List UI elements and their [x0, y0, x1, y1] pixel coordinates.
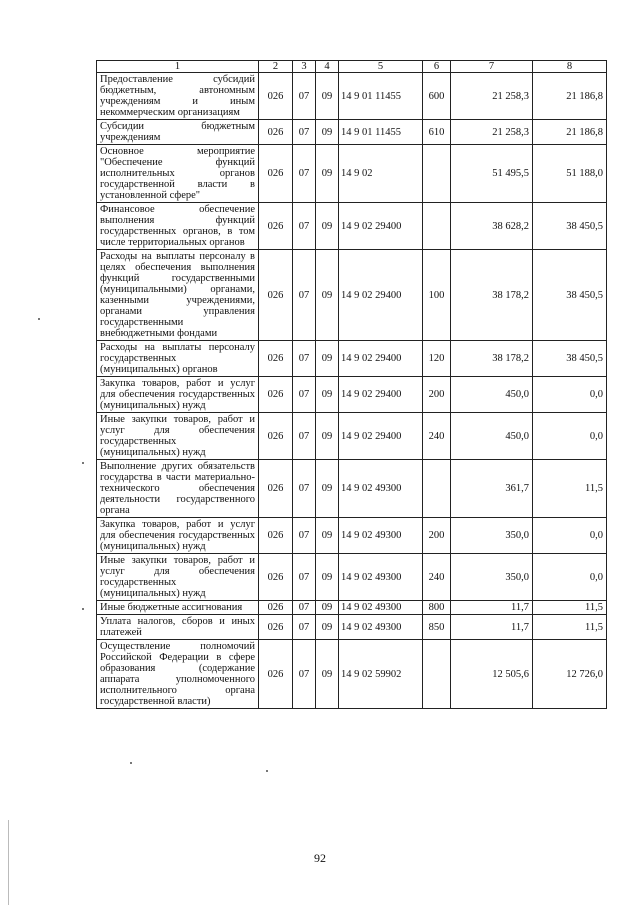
target-article-cell: 14 9 01 11455	[339, 120, 423, 145]
section-cell: 07	[293, 413, 316, 460]
scan-margin-line	[8, 820, 9, 905]
scan-speck	[130, 762, 132, 764]
expense-type-cell	[423, 145, 451, 203]
amount-year1-cell: 38 628,2	[451, 203, 533, 250]
subsection-cell: 09	[316, 413, 339, 460]
target-article-cell: 14 9 02 29400	[339, 341, 423, 377]
subsection-cell: 09	[316, 73, 339, 120]
expense-type-cell: 610	[423, 120, 451, 145]
amount-year2-cell: 11,5	[533, 615, 607, 640]
amount-year1-cell: 350,0	[451, 518, 533, 554]
column-number-header: 3	[293, 61, 316, 73]
expense-type-cell	[423, 640, 451, 709]
target-article-cell: 14 9 02 49300	[339, 601, 423, 615]
item-name-cell: Иные бюджетные ассигнования	[97, 601, 259, 615]
ministry-code-cell: 026	[259, 615, 293, 640]
amount-year2-cell: 51 188,0	[533, 145, 607, 203]
subsection-cell: 09	[316, 341, 339, 377]
amount-year2-cell: 21 186,8	[533, 120, 607, 145]
target-article-cell: 14 9 02 49300	[339, 460, 423, 518]
section-cell: 07	[293, 615, 316, 640]
expense-type-cell: 850	[423, 615, 451, 640]
expense-type-cell: 200	[423, 377, 451, 413]
amount-year2-cell: 38 450,5	[533, 203, 607, 250]
subsection-cell: 09	[316, 120, 339, 145]
ministry-code-cell: 026	[259, 377, 293, 413]
target-article-cell: 14 9 02 29400	[339, 377, 423, 413]
amount-year1-cell: 11,7	[451, 601, 533, 615]
table-row	[97, 554, 607, 601]
expense-type-cell	[423, 460, 451, 518]
item-name-cell: Финансовое обеспечение выполнения функций государственных органов, в том числе территориальных органов	[97, 203, 259, 250]
column-number-header: 2	[259, 61, 293, 73]
amount-year1-cell: 361,7	[451, 460, 533, 518]
column-number-header: 1	[97, 61, 259, 73]
target-article-cell: 14 9 02 29400	[339, 250, 423, 341]
table-row	[97, 615, 607, 640]
ministry-code-cell: 026	[259, 554, 293, 601]
amount-year2-cell: 0,0	[533, 554, 607, 601]
target-article-cell: 14 9 02	[339, 145, 423, 203]
table-row	[97, 145, 607, 203]
amount-year2-cell: 0,0	[533, 518, 607, 554]
amount-year2-cell: 38 450,5	[533, 341, 607, 377]
amount-year2-cell: 21 186,8	[533, 73, 607, 120]
subsection-cell: 09	[316, 203, 339, 250]
item-name-cell: Расходы на выплаты персоналу в целях обеспечения выполнения функций государственными (муниципальными) органами, казенными учреждениями, органами управления государственными внебюджетными фондами	[97, 250, 259, 341]
table-row	[97, 640, 607, 709]
target-article-cell: 14 9 02 49300	[339, 615, 423, 640]
expense-type-cell: 240	[423, 413, 451, 460]
table-row	[97, 341, 607, 377]
target-article-cell: 14 9 02 29400	[339, 203, 423, 250]
amount-year2-cell: 11,5	[533, 601, 607, 615]
amount-year1-cell: 38 178,2	[451, 250, 533, 341]
amount-year1-cell: 450,0	[451, 377, 533, 413]
expense-type-cell: 240	[423, 554, 451, 601]
scan-speck	[82, 462, 84, 464]
subsection-cell: 09	[316, 250, 339, 341]
subsection-cell: 09	[316, 518, 339, 554]
table-row	[97, 518, 607, 554]
target-article-cell: 14 9 02 49300	[339, 554, 423, 601]
scan-speck	[38, 318, 40, 320]
target-article-cell: 14 9 01 11455	[339, 73, 423, 120]
table-row	[97, 203, 607, 250]
amount-year2-cell: 0,0	[533, 413, 607, 460]
column-number-header: 6	[423, 61, 451, 73]
item-name-cell: Закупка товаров, работ и услуг для обеспечения государственных (муниципальных) нужд	[97, 377, 259, 413]
expense-type-cell: 120	[423, 341, 451, 377]
amount-year1-cell: 51 495,5	[451, 145, 533, 203]
table-header-row	[97, 61, 607, 73]
expense-type-cell: 100	[423, 250, 451, 341]
item-name-cell: Закупка товаров, работ и услуг для обеспечения государственных (муниципальных) нужд	[97, 518, 259, 554]
table-row	[97, 460, 607, 518]
amount-year2-cell: 12 726,0	[533, 640, 607, 709]
column-number-header: 4	[316, 61, 339, 73]
section-cell: 07	[293, 640, 316, 709]
target-article-cell: 14 9 02 59902	[339, 640, 423, 709]
item-name-cell: Основное мероприятие "Обеспечение функций исполнительных органов государственной власти в установленной сфере"	[97, 145, 259, 203]
column-number-header: 8	[533, 61, 607, 73]
section-cell: 07	[293, 73, 316, 120]
item-name-cell: Осуществление полномочий Российской Федерации в сфере образования (содержание аппарата уполномоченного исполнительного органа государственной власти)	[97, 640, 259, 709]
table-row	[97, 73, 607, 120]
ministry-code-cell: 026	[259, 145, 293, 203]
item-name-cell: Иные закупки товаров, работ и услуг для обеспечения государственных (муниципальных) нужд	[97, 554, 259, 601]
amount-year1-cell: 21 258,3	[451, 73, 533, 120]
ministry-code-cell: 026	[259, 341, 293, 377]
ministry-code-cell: 026	[259, 460, 293, 518]
expense-type-cell	[423, 203, 451, 250]
subsection-cell: 09	[316, 460, 339, 518]
amount-year2-cell: 38 450,5	[533, 250, 607, 341]
section-cell: 07	[293, 601, 316, 615]
table-row	[97, 601, 607, 615]
section-cell: 07	[293, 145, 316, 203]
amount-year2-cell: 0,0	[533, 377, 607, 413]
column-number-header: 7	[451, 61, 533, 73]
amount-year2-cell: 11,5	[533, 460, 607, 518]
amount-year1-cell: 38 178,2	[451, 341, 533, 377]
expense-type-cell: 600	[423, 73, 451, 120]
target-article-cell: 14 9 02 49300	[339, 518, 423, 554]
ministry-code-cell: 026	[259, 601, 293, 615]
subsection-cell: 09	[316, 554, 339, 601]
ministry-code-cell: 026	[259, 640, 293, 709]
amount-year1-cell: 21 258,3	[451, 120, 533, 145]
subsection-cell: 09	[316, 377, 339, 413]
table-row	[97, 377, 607, 413]
amount-year1-cell: 12 505,6	[451, 640, 533, 709]
item-name-cell: Уплата налогов, сборов и иных платежей	[97, 615, 259, 640]
item-name-cell: Иные закупки товаров, работ и услуг для обеспечения государственных (муниципальных) нужд	[97, 413, 259, 460]
section-cell: 07	[293, 120, 316, 145]
subsection-cell: 09	[316, 615, 339, 640]
item-name-cell: Выполнение других обязательств государства в части материально-технического обеспечения деятельности государственного органа	[97, 460, 259, 518]
page-number: 92	[314, 851, 326, 865]
section-cell: 07	[293, 250, 316, 341]
scan-speck	[82, 608, 84, 610]
column-number-header: 5	[339, 61, 423, 73]
scan-speck	[266, 770, 268, 772]
ministry-code-cell: 026	[259, 413, 293, 460]
budget-table	[96, 60, 607, 709]
section-cell: 07	[293, 341, 316, 377]
section-cell: 07	[293, 518, 316, 554]
section-cell: 07	[293, 203, 316, 250]
section-cell: 07	[293, 554, 316, 601]
ministry-code-cell: 026	[259, 250, 293, 341]
table-row	[97, 250, 607, 341]
item-name-cell: Субсидии бюджетным учреждениям	[97, 120, 259, 145]
item-name-cell: Предоставление субсидий бюджетным, автономным учреждениям и иным некоммерческим организациям	[97, 73, 259, 120]
item-name-cell: Расходы на выплаты персоналу государственных (муниципальных) органов	[97, 341, 259, 377]
subsection-cell: 09	[316, 145, 339, 203]
ministry-code-cell: 026	[259, 73, 293, 120]
table-row	[97, 413, 607, 460]
expense-type-cell: 800	[423, 601, 451, 615]
subsection-cell: 09	[316, 640, 339, 709]
section-cell: 07	[293, 460, 316, 518]
ministry-code-cell: 026	[259, 203, 293, 250]
subsection-cell: 09	[316, 601, 339, 615]
ministry-code-cell: 026	[259, 120, 293, 145]
expense-type-cell: 200	[423, 518, 451, 554]
table-row	[97, 120, 607, 145]
section-cell: 07	[293, 377, 316, 413]
amount-year1-cell: 11,7	[451, 615, 533, 640]
target-article-cell: 14 9 02 29400	[339, 413, 423, 460]
ministry-code-cell: 026	[259, 518, 293, 554]
amount-year1-cell: 450,0	[451, 413, 533, 460]
amount-year1-cell: 350,0	[451, 554, 533, 601]
